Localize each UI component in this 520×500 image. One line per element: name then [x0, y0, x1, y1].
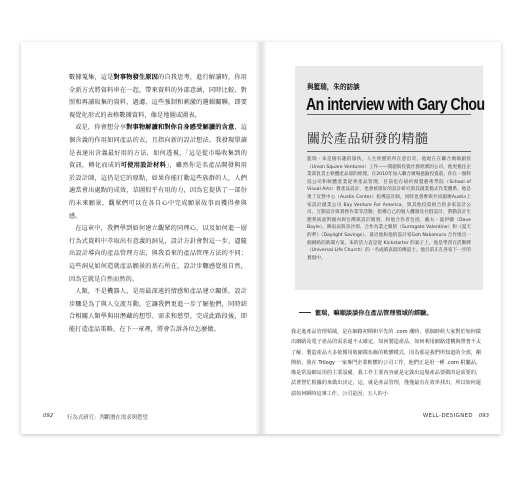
book-spread — [21, 42, 501, 434]
bold-phrase: 可使用設計材料 — [120, 162, 167, 170]
text-run: 在這章中，我們學到如何建立觀眾的同理心，以及如何進一層行為式資料中萃取出有意義的洞見，設計方針會對這一步，逼隨出設計導向的產品管理方法，與我看來的產品管理方法的不同；這些洞見如何造就產品願景的基石所在，設計步驟感覺很自然，因為它就是自然而然的。 — [69, 225, 247, 283]
left-page-number: 092 — [43, 413, 54, 419]
paragraph — [69, 122, 247, 223]
interview-label: 與籃瑞，朱的訪談 — [307, 83, 360, 91]
text-run: 人類，不是機器人，是用最深遠的情感和產品建立關係，設計步驟是為了與人交流互動，它讓我們更進一步了解他們，同時結合相關人類學與用潛藏的想望、需求和慾望，完成此路段後，即能打造產品策略，在下一章裡，將會告訴各位怎麼做。 — [69, 288, 247, 333]
paragraph — [69, 72, 247, 122]
right-running-title: WELL-DESIGNED — [422, 413, 473, 419]
question-dash — [299, 312, 311, 313]
interviewee-bio: 籃瑞・朱是個有趣的傢伙，人生經歷的所在意出奇，他現在在聯合廣場創投（Union Square Ventures）工作——開創與投資社群經濟的公司，他更擔任企業部負責主軟體產品部的經理。在2010年加入聯合廣場風險投資前，你在一個科技公司和軟體產業從事產品管理，目前也在紐約視覺藝術學院（School of Visual Arts）教產品設計，也會被很好的設計研究與其創業模式作業體系，他是奧丁宣營中心（Austin Center）指導設計師，同時也會參與共同創辦Austin上家設計創業公司 Bay Venture For America，與其他投資組合的多家設計公司、互動設計與實務作業等活動，指導自己的個人機制及社群設計，帶動設計生態系統面對國內與台灣與設計開發。和他合作者包括，戴夫・波伊爾（Dave Boyle）、陳雨辰與奈沙瑞、合作為業之類的（Surrogate Valentine）和《夏天的夢》（Daylight Savings）。最近他和他的設計家Goh Nakamura 合作推出一個網路的新聞方案，朱的活力直是從 Kickstarter 的案子上，他是學習在活動牌（Universal Life Church）的一名成績表最的傳道士。他目前正在各家下一步的實現中。 — [307, 157, 471, 261]
bold-phrase: 對事物解讀和對你自身感受解讀的含意 — [126, 124, 235, 132]
text-run: 數據蒐集，這是 — [69, 74, 114, 81]
subtitle-rule — [307, 151, 471, 152]
text-run: 的自我思考，進行解讀時，你用全新方式將資料串在一起，帶來資料的外部意涵，同時比較、對照和再讀取集的資料，過濾、這些強制和刺激的邏輯關聯，即要視覺化形式的表格數據資料，像是地圖或圖表。 — [69, 74, 247, 119]
right-page-number: 093 — [478, 413, 489, 419]
left-page — [21, 42, 261, 434]
interview-header-box — [295, 66, 483, 290]
right-page — [261, 42, 501, 434]
text-run: 」，雖然你是名產品開發與用於設計師，這仍是它的原點，如果你能打動這些族群的人，人們適當會出處點的成效，草圖似乎有用的力，因為它提供了一部份的未來願景，觀眾們可以在各自心中完成願景故事而獲得參與感。 — [69, 162, 247, 220]
left-body-text — [69, 72, 247, 336]
bold-phrase: 對事物發生原因 — [113, 74, 159, 81]
interview-answer: 我走進產品管理領域，是在網路初期和早先的 .com 潮時，那個時候大家對於如何做出網路及電子產品的需求還不太確定，如何製造產品，如何利用網路建構與帶著不太了解，製造產品大多依循用收縮隊伍級的軟體模式，因為那是我們所知道的全部，剛開始，我在 Trilogy 一家專門企業軟體的公司工作，他們正是用一種 .com 附屬品，像是常設網站用的主業設備，我工作主要內容就是定義出這場產品要做的是需要的，試著智忙根據的來做出決定，這，就是產品管理，僅僅最有在效率找出，所以如何還請如何瞬時這專工作。公司是因，五人的小 — [291, 329, 481, 397]
text-run: 或是，你會想分享 — [75, 124, 127, 132]
left-running-title: 行為式研究：判斷潛在需求與慾望 — [67, 415, 148, 421]
interview-question: 籃瑞，嘛順談談你在產品管理領域的經驗。 — [315, 310, 433, 317]
paragraph — [69, 223, 247, 286]
spine-gutter — [255, 42, 267, 434]
interview-title: An interview with Gary Chou — [306, 94, 485, 114]
paragraph — [69, 286, 247, 336]
interview-subtitle: 關於產品研發的精髓 — [307, 132, 429, 147]
text-run: ，這個含義的作用如同產品的衣，且指向新的設計想法。我發現單讀是表達出含義最好用的方法，如何透視，「這是從市場收集到的資訊，轉化而成的 — [69, 124, 247, 170]
